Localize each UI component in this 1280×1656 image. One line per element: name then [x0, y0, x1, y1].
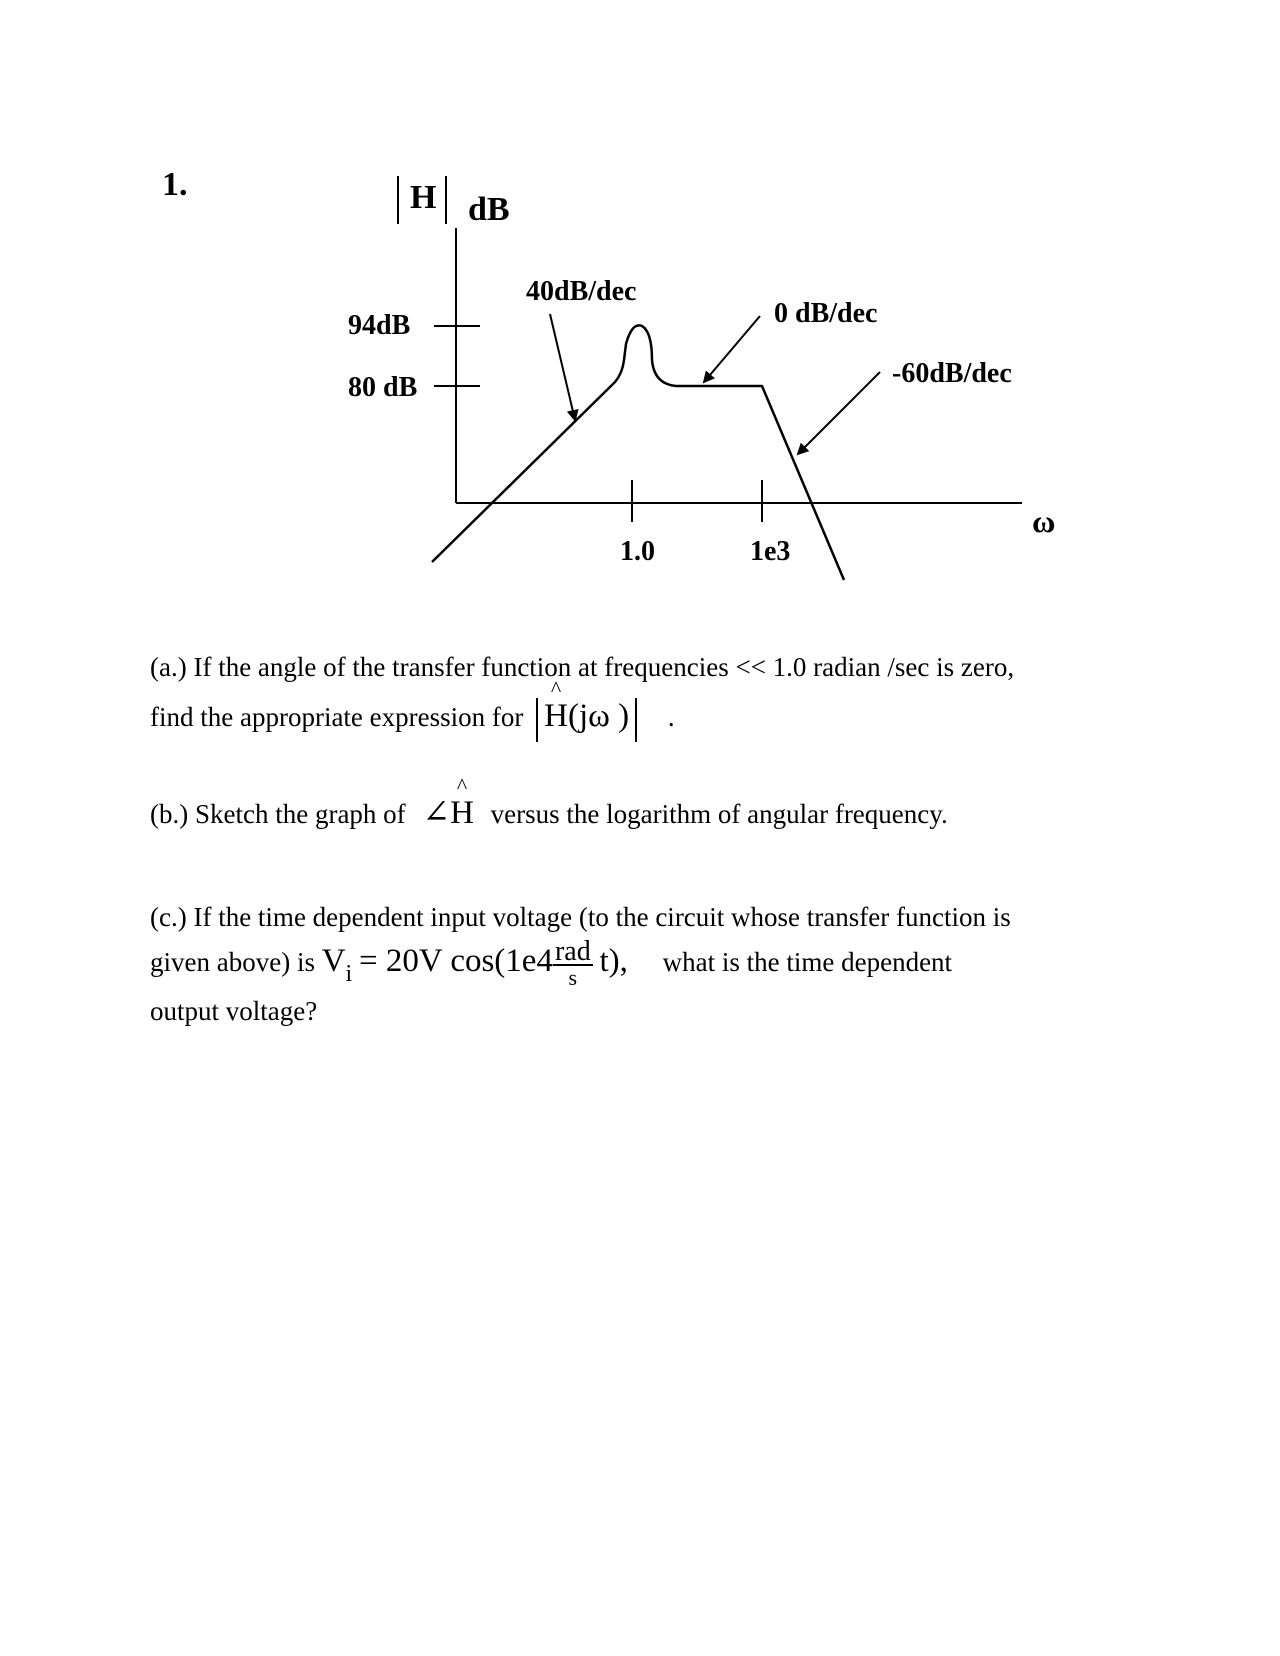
part-c-line-1: (c.) If the time dependent input voltage (to the circuit whose transfer function is — [150, 902, 1011, 932]
voltage-equation: = 20V cos(1e4 — [358, 943, 553, 980]
part-b — [150, 773, 948, 832]
part-c-line-3: output voltage? — [150, 996, 318, 1026]
y-axis-label-h: H — [410, 179, 437, 216]
angle-symbol: ∠ — [422, 795, 451, 831]
x-axis-omega: ω — [1032, 503, 1056, 539]
abs-bar — [536, 698, 538, 742]
voltage-symbol: V — [321, 943, 346, 980]
part-c-prefix: given above) is — [150, 947, 315, 978]
y-tick-label-80: 80 dB — [348, 372, 418, 403]
x-tick-label-1e3: 1e3 — [750, 536, 791, 567]
part-a-line-1: (a.) If the angle of the transfer function at frequencies << 1.0 radian /sec is zero, — [150, 652, 1015, 682]
h-hat: ^ H — [544, 676, 568, 735]
voltage-equation-end: t), — [599, 943, 628, 980]
abs-bar — [635, 698, 637, 742]
voltage-subscript: i — [345, 961, 353, 988]
part-c-line-2 — [150, 936, 953, 990]
arrow-rise — [550, 314, 575, 420]
annotation-fall-slope: -60dB/dec — [892, 358, 1012, 389]
arrow-fall — [798, 372, 880, 454]
y-axis-label-unit: dB — [468, 191, 510, 228]
bode-magnitude-plot — [0, 0, 1280, 620]
part-a-prefix: find the appropriate expression for — [150, 702, 524, 733]
part-a-end: . — [667, 702, 675, 733]
annotation-rise-slope: 40dB/dec — [526, 276, 637, 307]
x-tick-label-1: 1.0 — [620, 536, 655, 567]
annotation-flat-slope: 0 dB/dec — [774, 298, 878, 329]
y-tick-label-94: 94dB — [348, 310, 411, 341]
h-hat: ^ H — [450, 773, 474, 831]
rad-per-s-fraction: $\frac{\text{rad}}{s}$ — [554, 936, 591, 990]
arrow-flat — [704, 316, 760, 382]
part-b-prefix: (b.) Sketch the graph of — [150, 799, 406, 829]
part-c-suffix: what is the time dependent — [662, 947, 953, 978]
part-a-line-2 — [150, 676, 675, 742]
part-b-suffix: versus the logarithm of angular frequency. — [490, 799, 948, 829]
h-argument: (jω ) — [567, 698, 630, 735]
question-number: 1. — [162, 166, 188, 203]
